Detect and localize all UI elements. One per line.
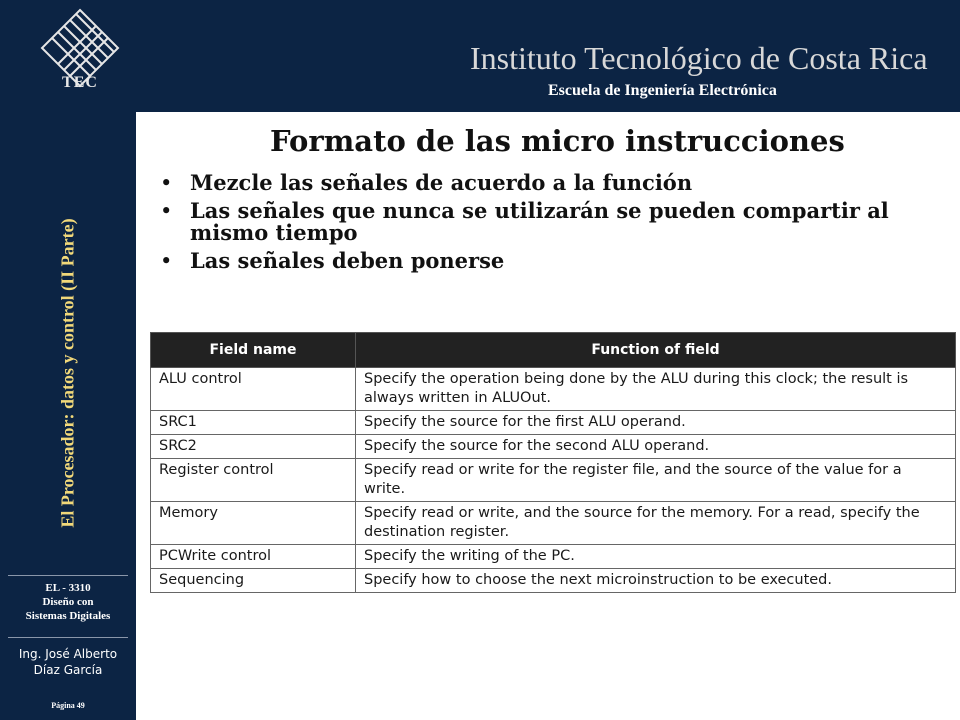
logo-text: TEC <box>62 74 98 91</box>
table-row <box>151 502 956 545</box>
field-name-cell: ALU control <box>151 368 356 411</box>
table-row <box>151 569 956 593</box>
field-function-cell: Specify how to choose the next microinstruction to be executed. <box>356 569 956 593</box>
table-row <box>151 368 956 411</box>
field-function-cell: Specify the source for the first ALU operand. <box>356 411 956 435</box>
author-info <box>0 646 136 678</box>
column-header-field-name: Field name <box>151 333 356 368</box>
page-number: Página 49 <box>51 701 85 710</box>
slide-title: Formato de las micro instrucciones <box>270 124 845 158</box>
field-function-cell: Specify read or write, and the source for the memory. For a read, specify the destination register. <box>356 502 956 545</box>
course-info <box>0 581 136 623</box>
sidebar-divider <box>8 575 128 576</box>
bullet-list <box>160 172 940 278</box>
author-line1: Ing. José Alberto <box>18 647 118 661</box>
bullet-item: • Las señales que nunca se utilizarán se pueden compartir al mismo tiempo <box>160 200 940 244</box>
field-name-cell: Memory <box>151 502 356 545</box>
table-header-row <box>151 333 956 368</box>
field-name-cell: Register control <box>151 459 356 502</box>
school-name: Escuela de Ingeniería Electrónica <box>548 82 777 99</box>
microinstruction-field-table <box>150 332 956 593</box>
field-name-cell: SRC2 <box>151 435 356 459</box>
field-name-cell: SRC1 <box>151 411 356 435</box>
field-function-cell: Specify the source for the second ALU operand. <box>356 435 956 459</box>
table-row <box>151 545 956 569</box>
field-function-cell: Specify the operation being done by the ALU during this clock; the result is always written in ALUOut. <box>356 368 956 411</box>
table-row <box>151 435 956 459</box>
field-name-cell: Sequencing <box>151 569 356 593</box>
sidebar-divider <box>8 637 128 638</box>
column-header-function: Function of field <box>356 333 956 368</box>
table-row <box>151 459 956 502</box>
bullet-item: • Las señales deben ponerse <box>160 250 940 272</box>
institution-name: Instituto Tecnológico de Costa Rica <box>470 40 928 76</box>
table-row <box>151 411 956 435</box>
bullet-item: • Mezcle las señales de acuerdo a la función <box>160 172 940 194</box>
field-name-cell: PCWrite control <box>151 545 356 569</box>
author-line2: Díaz García <box>33 663 103 677</box>
course-name-line2: Sistemas Digitales <box>25 610 111 622</box>
presentation-title-vertical: El Procesador: datos y control (II Parte) <box>57 218 78 528</box>
field-function-cell: Specify the writing of the PC. <box>356 545 956 569</box>
field-function-cell: Specify read or write for the register file, and the source of the value for a write. <box>356 459 956 502</box>
course-code: EL - 3310 <box>45 582 91 594</box>
course-name-line1: Diseño con <box>42 596 94 608</box>
